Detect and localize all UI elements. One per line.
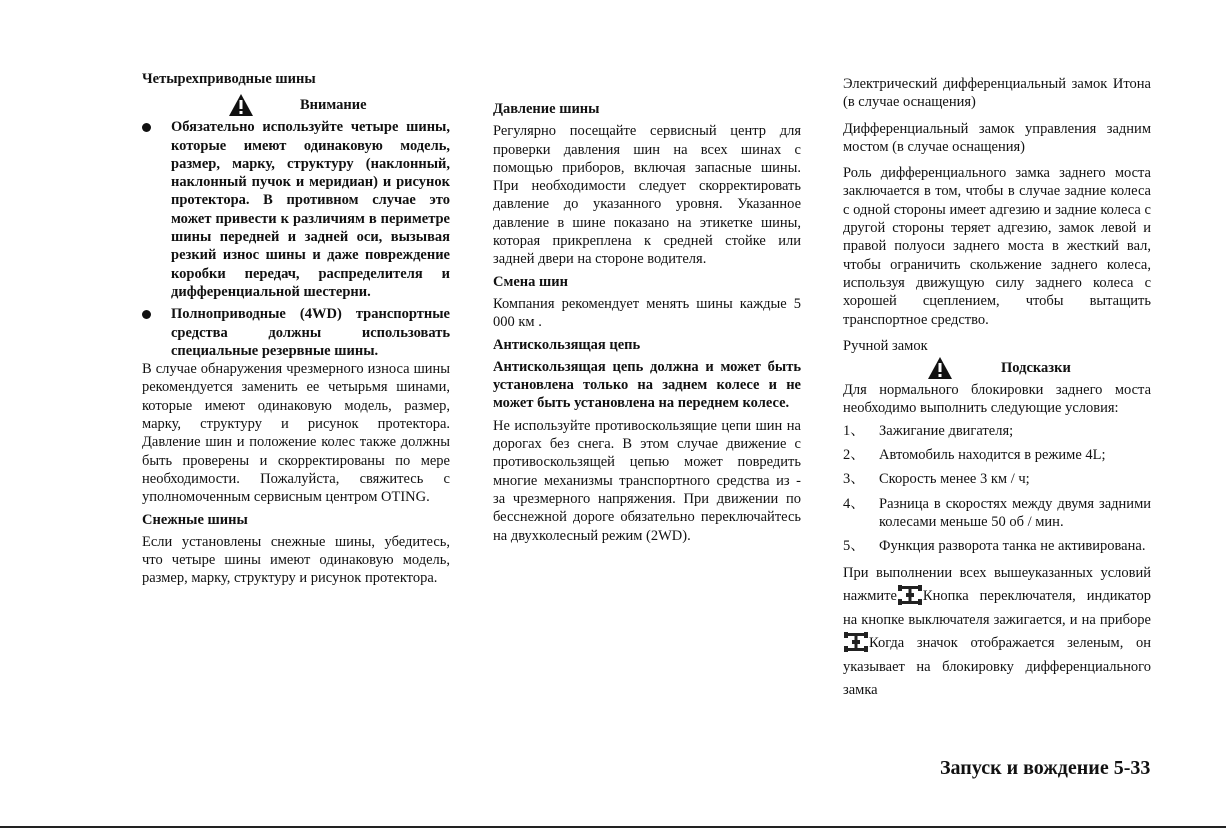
- tire-change-paragraph: Компания рекомендует менять шины каждые 5 000 км .: [493, 295, 801, 331]
- list-item: [843, 495, 1151, 532]
- final-text-b: Кнопка переключателя, индикатор на кнопке выключателя зажигается, и на приборе: [843, 588, 1151, 628]
- lock-role-paragraph: Роль дифференциального замка заднего моста заключается в том, чтобы в случае задние колеса с одной стороны имеет адгезию и задние колеса с другой стороны теряет адгезию, замок левой и правой полуоси заднего моста в жесткий вал, чтобы ограничить скольжение заднего колеса, используя движущую силу заднего колеса с хорошей сцеплением, чтобы вытащить транспортное средство.: [843, 165, 1151, 328]
- section-heading-snow-chain: Антискользящая цепь: [493, 336, 641, 353]
- column-left: [142, 70, 450, 588]
- item-number: 3、: [843, 471, 865, 488]
- diff-lock-icon: [898, 585, 922, 605]
- tips-label: Подсказки: [1001, 360, 1071, 376]
- bullet-text: Обязательно используйте четыре шины, которые имеют одинаковую модель, размер, марку, структуру (наклонный, наклонный пучок и меридиан) и рисунок протектора. В противном случае это может привести к различиям в периметре шины передней и задней оси, вызывая резкий износ шины и даже повреждение коробки передач, распределителя и дифференциальной шестерни.: [171, 119, 450, 300]
- section-heading-4wd-tires: Четырехприводные шины: [142, 71, 316, 87]
- snow-chain-paragraph: Не используйте противоскользящие цепи шин на дорогах без снега. В этом случае движение с противоскользящей цепью может повредить многие механизмы транспортного средства из - за чрезмерного напряжения. При движении по бесснежной дороге обязательно переключайтесь на двухколесный режим (2WD).: [493, 417, 801, 544]
- eaton-lock-line: Электрический дифференциальный замок Итона (в случае оснащения): [843, 76, 1151, 111]
- final-paragraph: [843, 562, 1151, 703]
- item-text: Функция разворота танка не активирована.: [879, 538, 1146, 555]
- warning-icon: [927, 356, 953, 380]
- conditions-list: [843, 422, 1151, 556]
- final-text-a: При выполнении всех вышеуказанных условий нажмите: [843, 564, 1151, 605]
- final-text-c: Когда значок отображается зеленым, он указывает на блокировку дифференциального замка: [843, 635, 1151, 699]
- tips-header: [843, 355, 1151, 381]
- manual-lock-label: Ручной замок: [843, 337, 928, 354]
- item-text: Зажигание двигателя;: [879, 422, 1014, 439]
- column-middle: [493, 100, 801, 545]
- warning-header: [142, 92, 450, 118]
- section-heading-tire-pressure: Давление шины: [493, 101, 600, 117]
- section-heading-tire-change: Смена шин: [493, 273, 568, 290]
- warning-icon: [228, 93, 254, 117]
- bullet-dot: [142, 310, 151, 319]
- section-heading-snow-tires: Снежные шины: [142, 511, 248, 528]
- tire-pressure-paragraph: Регулярно посещайте сервисный центр для проверки давления шин на всех шинах с помощью приборов, включая запасные шины. При необходимости следует скорректировать давление до указанного уровня. Указанное давление в шине показано на этикетке шины, которая прикреплена к средней стойке или задней двери на стороне водителя.: [493, 123, 801, 268]
- item-text: Скорость менее 3 км / ч;: [879, 471, 1030, 488]
- list-item: [843, 537, 1151, 555]
- item-text: Разница в скоростях между двумя задними колесами меньше 50 об / мин.: [879, 495, 1151, 530]
- page-footer: Запуск и вождение 5-33: [940, 757, 1151, 779]
- item-number: 1、: [843, 422, 865, 439]
- list-item: [843, 470, 1151, 488]
- list-item: [843, 422, 1151, 440]
- snow-chain-warning: Антискользящая цепь должна и может быть установлена только на заднем колесе и не может быть установлена на переднем колесе.: [493, 358, 801, 412]
- warning-bullet: [142, 118, 450, 301]
- item-text: Автомобиль находится в режиме 4L;: [879, 447, 1106, 464]
- list-item: [843, 446, 1151, 464]
- diff-lock-icon: [844, 632, 868, 652]
- snow-tires-paragraph: Если установлены снежные шины, убедитесь, что четыре шины имеют одинаковую модель, размер, марку, структуру и рисунок протектора.: [142, 533, 450, 587]
- item-number: 5、: [843, 538, 865, 555]
- warning-bullet: [142, 305, 450, 360]
- item-number: 2、: [843, 447, 865, 464]
- tips-intro: Для нормального блокировки заднего моста необходимо выполнить следующие условия:: [843, 382, 1151, 417]
- bullet-text: Полноприводные (4WD) транспортные средства должны использовать специальные резервные шины.: [171, 306, 450, 359]
- bullet-dot: [142, 123, 151, 132]
- warning-label: Внимание: [300, 97, 367, 114]
- tire-wear-paragraph: В случае обнаружения чрезмерного износа шины рекомендуется заменить ее четырьмя шинами, которые имеют одинаковую модель, размер, марку, структуру и рисунок протектора. Давление шин и положение колес также должны быть проверены и скорректированы по мере необходимости. Пожалуйста, свяжитесь с уполномоченным сервисным центром OTING.: [142, 361, 450, 506]
- item-number: 4、: [843, 495, 865, 512]
- bottom-divider: [0, 826, 1226, 828]
- rear-axle-lock-line: Дифференциальный замок управления задним мостом (в случае оснащения): [843, 120, 1151, 155]
- column-right: [843, 75, 1151, 703]
